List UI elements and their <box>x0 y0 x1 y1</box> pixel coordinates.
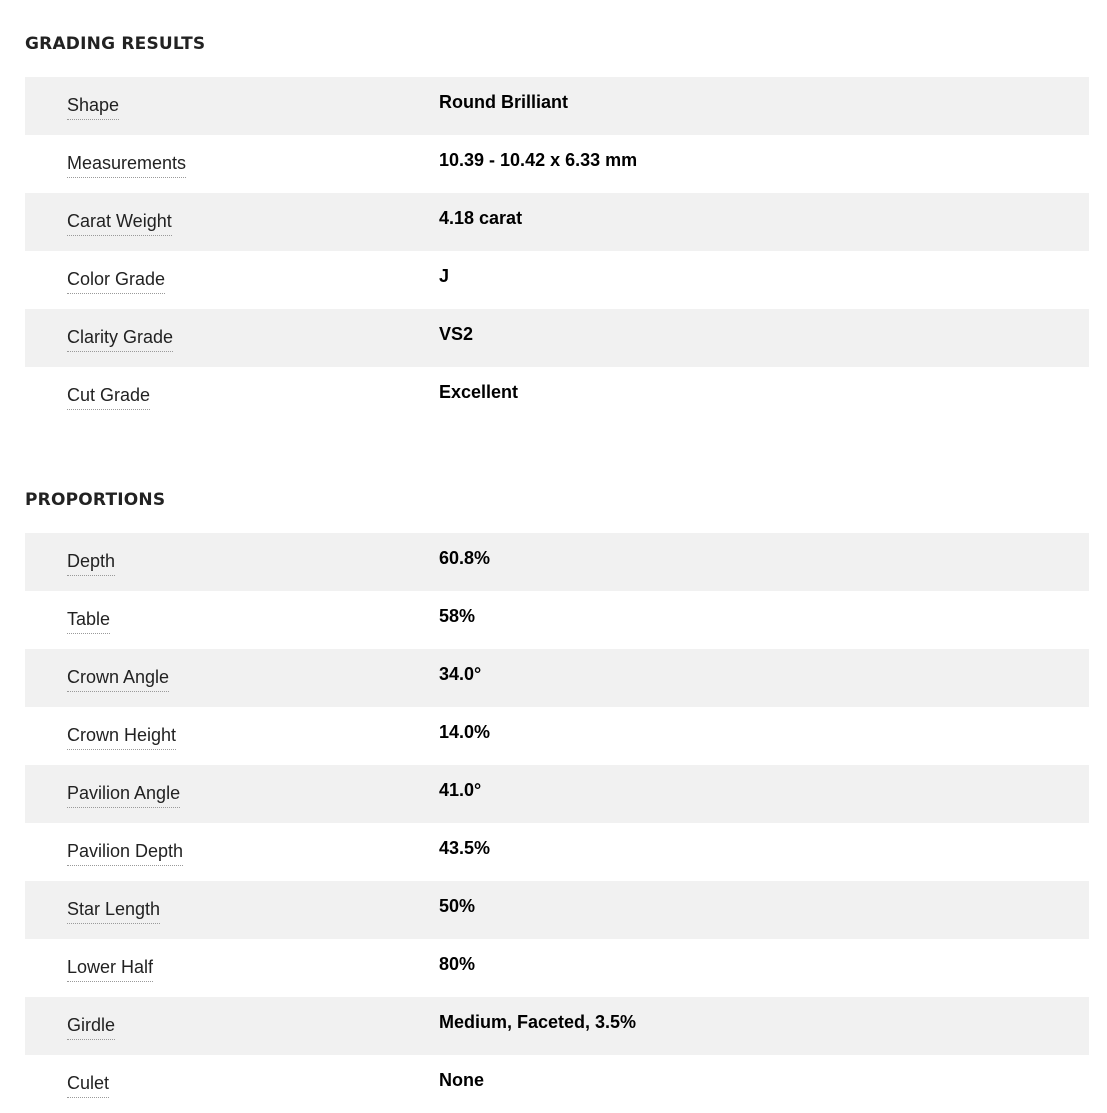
row-label-culet[interactable]: Culet <box>67 1072 109 1098</box>
proportions-title: PROPORTIONS <box>25 490 166 510</box>
grading-results-section <box>25 34 1089 405</box>
row-label-pavilion-angle[interactable]: Pavilion Angle <box>67 782 180 808</box>
row-value-girdle: Medium, Faceted, 3.5% <box>439 1012 637 1032</box>
table-row <box>25 309 1089 367</box>
grading-results-table <box>25 77 1089 425</box>
row-value-clarity-grade: VS2 <box>439 324 474 344</box>
row-value-shape: Round Brilliant <box>439 92 568 112</box>
row-label-measurements[interactable]: Measurements <box>67 152 186 178</box>
grading-results-title: GRADING RESULTS <box>25 34 206 54</box>
row-label-crown-angle[interactable]: Crown Angle <box>67 666 169 692</box>
row-value-table: 58% <box>439 606 476 626</box>
row-label-crown-height[interactable]: Crown Height <box>67 724 176 750</box>
row-label-girdle[interactable]: Girdle <box>67 1014 115 1040</box>
row-value-color-grade: J <box>439 266 450 286</box>
row-label-clarity-grade[interactable]: Clarity Grade <box>67 326 173 352</box>
row-value-star-length: 50% <box>439 896 476 916</box>
row-label-color-grade[interactable]: Color Grade <box>67 268 165 294</box>
table-row <box>25 533 1089 591</box>
row-value-pavilion-depth: 43.5% <box>439 838 491 858</box>
row-label-carat-weight[interactable]: Carat Weight <box>67 210 172 236</box>
table-row <box>25 997 1089 1055</box>
row-value-measurements: 10.39 - 10.42 x 6.33 mm <box>439 150 638 170</box>
proportions-section <box>25 490 1089 1093</box>
table-row <box>25 823 1089 881</box>
table-row <box>25 765 1089 823</box>
row-label-depth[interactable]: Depth <box>67 550 115 576</box>
row-value-pavilion-angle: 41.0° <box>439 780 482 800</box>
row-value-depth: 60.8% <box>439 548 491 568</box>
row-label-lower-half[interactable]: Lower Half <box>67 956 153 982</box>
row-value-crown-angle: 34.0° <box>439 664 482 684</box>
row-label-table[interactable]: Table <box>67 608 110 634</box>
row-value-culet: None <box>439 1070 484 1090</box>
row-value-crown-height: 14.0% <box>439 722 491 742</box>
row-label-cut-grade[interactable]: Cut Grade <box>67 384 150 410</box>
proportions-table <box>25 533 1089 1113</box>
table-row <box>25 77 1089 135</box>
table-row <box>25 251 1089 309</box>
row-label-shape[interactable]: Shape <box>67 94 119 120</box>
row-label-star-length[interactable]: Star Length <box>67 898 160 924</box>
row-value-cut-grade: Excellent <box>439 382 519 402</box>
table-row <box>25 1055 1089 1113</box>
table-row <box>25 881 1089 939</box>
table-row <box>25 367 1089 425</box>
row-label-pavilion-depth[interactable]: Pavilion Depth <box>67 840 183 866</box>
row-value-carat-weight: 4.18 carat <box>439 208 523 228</box>
table-row <box>25 193 1089 251</box>
table-row <box>25 707 1089 765</box>
table-row <box>25 591 1089 649</box>
row-value-lower-half: 80% <box>439 954 476 974</box>
table-row <box>25 135 1089 193</box>
table-row <box>25 939 1089 997</box>
table-row <box>25 649 1089 707</box>
